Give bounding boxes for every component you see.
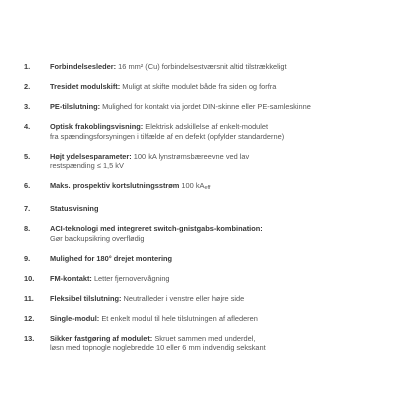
item-body bbox=[50, 334, 386, 353]
item-number: 10. bbox=[24, 273, 35, 283]
item-body bbox=[50, 314, 386, 324]
list-item bbox=[24, 334, 386, 353]
item-text: Et enkelt modul til hele tilslutningen af aflederen bbox=[99, 313, 258, 323]
list-item bbox=[24, 102, 386, 112]
item-number: 2. bbox=[24, 81, 31, 91]
item-text: Mulighed for kontakt via jordet DIN-skinne eller PE-samleskinne bbox=[100, 101, 311, 111]
list-item bbox=[24, 82, 386, 92]
item-text: Muligt at skifte modulet både fra siden og forfra bbox=[120, 81, 277, 91]
item-body bbox=[50, 294, 386, 304]
item-title: Optisk frakoblingsvisning: bbox=[50, 121, 144, 131]
feature-list bbox=[24, 62, 386, 353]
item-title: Single-modul: bbox=[50, 313, 100, 323]
item-number: 9. bbox=[24, 253, 31, 263]
item-title: Fleksibel tilslutning: bbox=[50, 293, 122, 303]
item-body bbox=[50, 181, 386, 194]
item-number: 7. bbox=[24, 204, 31, 214]
item-number: 5. bbox=[24, 151, 31, 161]
list-item bbox=[24, 62, 386, 72]
list-item bbox=[24, 224, 386, 243]
item-title: Maks. prospektiv kortslutningsstrøm bbox=[50, 181, 180, 191]
list-item bbox=[24, 294, 386, 304]
item-text: 100 kA bbox=[179, 181, 205, 191]
item-text-continued: fra spændingsforsyningen i tilfælde af en defekt (opfylder standarderne) bbox=[50, 131, 285, 141]
item-unit-subscript: eff bbox=[204, 185, 211, 192]
item-body bbox=[50, 122, 386, 141]
list-item bbox=[24, 204, 386, 214]
item-number: 3. bbox=[24, 101, 31, 111]
item-number: 1. bbox=[24, 62, 31, 71]
item-number: 6. bbox=[24, 181, 31, 191]
item-title: Forbindelsesleder: bbox=[50, 62, 117, 71]
list-item bbox=[24, 274, 386, 284]
item-body bbox=[50, 224, 386, 243]
item-text-continued: Gør backupsikring overflødig bbox=[50, 233, 145, 243]
item-number: 11. bbox=[24, 293, 34, 303]
item-text: Elektrisk adskillelse af enkelt-modulet bbox=[143, 121, 269, 131]
item-body bbox=[50, 102, 386, 112]
item-title: ACI-teknologi med integreret switch-gnistgabs-kombination: bbox=[50, 224, 263, 234]
item-title: FM-kontakt: bbox=[50, 273, 92, 283]
item-body bbox=[50, 62, 386, 72]
item-text: Neutralleder i venstre eller højre side bbox=[121, 293, 245, 303]
item-text: Letter fjernovervågning bbox=[91, 273, 170, 283]
list-item bbox=[24, 152, 386, 171]
item-number: 4. bbox=[24, 121, 31, 131]
item-body bbox=[50, 274, 386, 284]
item-text-continued: restspænding ≤ 1,5 kV bbox=[50, 161, 124, 171]
item-number: 8. bbox=[24, 224, 31, 234]
item-text: 100 kA lynstrømsbæreevne ved lav bbox=[131, 151, 250, 161]
item-title: Højt ydelsesparameter: bbox=[50, 151, 132, 161]
item-title: Sikker fastgøring af modulet: bbox=[50, 333, 153, 343]
item-title: Tresidet modulskift: bbox=[50, 81, 121, 91]
list-item bbox=[24, 181, 386, 194]
item-text: 16 mm² (Cu) forbindelsestværsnit altid tilstrækkeligt bbox=[116, 62, 287, 71]
item-body bbox=[50, 82, 386, 92]
list-item bbox=[24, 314, 386, 324]
list-item bbox=[24, 254, 386, 264]
item-text-continued: løsn med topnogle noglebredde 10 eller 6 mm indvendig sekskant bbox=[50, 343, 266, 353]
item-title: Mulighed for 180° drejet montering bbox=[50, 253, 173, 263]
item-body bbox=[50, 204, 386, 214]
item-number: 13. bbox=[24, 333, 35, 343]
item-number: 12. bbox=[24, 313, 35, 323]
item-title: PE-tilslutning: bbox=[50, 101, 101, 111]
item-title: Statusvisning bbox=[50, 204, 99, 214]
item-text: Skruet sammen med underdel, bbox=[152, 333, 256, 343]
item-body bbox=[50, 254, 386, 264]
list-item bbox=[24, 122, 386, 141]
item-body bbox=[50, 152, 386, 171]
